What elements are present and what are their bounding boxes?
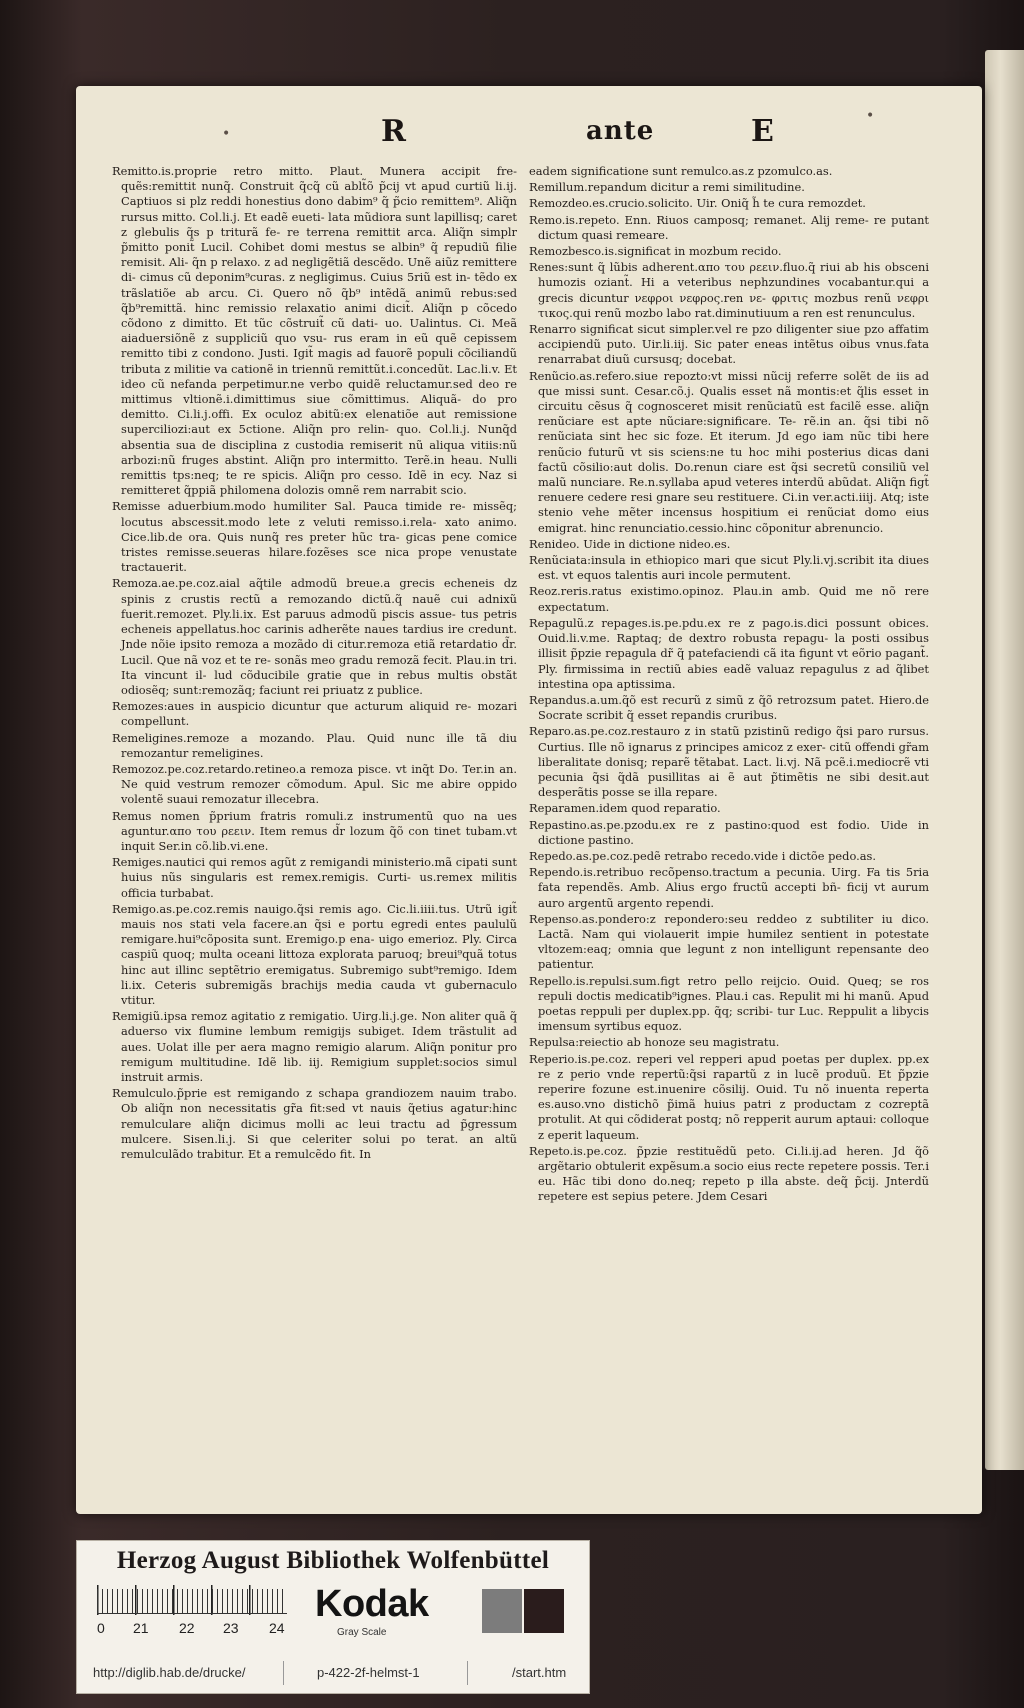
shelfmark: p-422-2f-helmst-1 [317,1665,420,1680]
ruler-number: 23 [223,1620,239,1636]
dictionary-entry: Renideo. Uide in dictione nideo.es. [529,536,731,551]
ruler-number: 21 [133,1620,149,1636]
dictionary-entry: eadem significatione sunt remulco.as.z pzomulco.as. [529,164,833,178]
start-page: /start.htm [512,1665,567,1680]
dictionary-entry: Repagulũ.z repages.is.pe.pdu.ex re z pago.is.dici possunt obices. Ouid.li.v.me. Raptaq; de dextro robusta repagu- la posti ossibus illisit p̃pzie repagula dr̃ q̃ patefaciendi cã ita figunt vt eõrio pagant̃. Ply. firmissima in rectiũ abies eadẽ valuaz repagulus z ad q̃libet intestina opa aptissima. [529,615,929,691]
dictionary-entry: Remozbesco.is.significat in mozbum recido. [529,244,782,259]
gray-swatch [482,1589,522,1633]
dictionary-entry: Repulsa:reiectio ab honoze seu magistratu. [529,1035,780,1050]
running-head-center: ante [586,116,655,146]
margin-mark: • [866,108,875,124]
running-head [76,114,982,154]
ruler [97,1589,287,1614]
dark-swatch [524,1589,564,1633]
dictionary-entry: Repeto.is.pe.coz. p̃pzie restituẽdũ peto. Ci.li.ij.ad heren. Jd q̃õ argẽtario obtulerit expẽsum.a socio eius recte repetere possis. Ter.i eu. Hãc tibi dono do.neq; repeto p illa abste. deq̃ p̃cij. Jnterdũ repetere est sepius petere. Jdem Cesari [529,1143,929,1204]
dictionary-entry: Rependo.is.retribuo recõpenso.tractum a pecunia. Uirg. Fa tis 5ria fata rependẽs. Amb. Alius ergo fructũ accepti bñ- ficij vt aurum auro argentũ argento rependi. [529,865,929,910]
dictionary-entry: Remozdeo.es.crucio.solicito. Uir. Oniq̃ h̃ te cura remozdet. [529,196,866,211]
divider [283,1661,284,1685]
running-head-right-letter: E [751,114,774,149]
ruler-numbers [97,1620,347,1638]
dictionary-entry: Remiges.nautici qui remos agũt z remigandi ministerio.mã cipati sunt huius nũs singularis est remex.remigis. Curti- us.remex militis officia turbabat. [112,855,517,900]
dictionary-entry: Renarro significat sicut simpler.vel re pzo diligenter siue pzo affatim accipiendũ puto. Uir.li.iij. Sic pater eneas intẽtus oibus vnus.fata renarrabat diuũ cursusq; docebat. [529,322,929,367]
dictionary-entry: Remeligines.remoze a mozando. Plau. Quid nunc ille tã diu remozantur remeligines. [112,730,517,760]
dictionary-entry: Remozoz.pe.coz.retardo.retineo.a remoza pisce. vt inq̃t Do. Ter.in an. Ne quid vestrum remozer cõmodum. Apul. Sic me abire oppido volentẽ suaui remozatur illecebra. [112,761,517,807]
left-text-column [112,164,517,1494]
dictionary-entry: Remoza.ae.pe.coz.aial aq̃tile admodũ breue.a grecis echeneis dz spinis z crustis rectũ a remozando dictũ.q̃ nauẽ cui adnixũ fuerit.remozet. Ply.li.ix. Est paruus admodũ piscis assue- tus petris echeneis appellatus.hoc carinis adherẽte naues tardius ire credunt. Jnde nõie ipsito remoza a mozãdo di citur.remoza etiã retardatio d̃r. Lucil. Que nã voz et te re- sonãs meo gradu remozã fecit. Plau.in tri. Ita vincunt il- lud cõducibile gratie que in rebus multis obstãt odiosẽq; sunt:remozãq; faciunt rei priuatz z publice. [112,576,517,697]
running-head-left-letter: R [381,114,406,149]
divider [467,1661,468,1685]
dictionary-entry: Remigiũ.ipsa remoz agitatio z remigatio. Uirg.li.j.ge. Non aliter quã q̃ aduerso vix flumine lembum remigijs subiget. Idem trãstulit ad aues. Uolat ille per aera magno remigio alarum. Aliq̃n ponitur pro remigum multitudine. Idẽ lib. iij. Remigium supplet:socios simul instruit armis. [112,1009,517,1084]
next-page-edge [985,50,1024,1470]
dictionary-entry: Remisse aduerbium.modo humiliter Sal. Pauca timide re- missẽq; locutus abscessit.modo lete z veluti remisso.i.rela- xato animo. Cice.lib.de ora. Quis nunq̃ res preter hũc tra- gicas pene comice tristes remisse.seueras hilare.fozẽses sce nica prope venustate tractauerit. [112,499,517,575]
dictionary-entry: Repastino.as.pe.pzodu.ex re z pastino:quod est fodio. Uide in dictione pastino. [529,817,929,847]
dictionary-entry: Remozes:aues in auspicio dicuntur que acturum aliquid re- mozari compellunt. [112,699,517,729]
source-url: http://diglib.hab.de/drucke/ [93,1665,246,1680]
dictionary-entry: Remillum.repandum dicitur a remi similitudine. [529,180,805,195]
dictionary-entry: Repello.is.repulsi.sum.figt retro pello reijcio. Ouid. Queq; se ros repuli doctis medicatib⁹ignes. Plau.i cas. Repulit mi hi manũ. Apud poetas reppuli per duplex.pp. q̃q; scribi- tur Luc. Reppulit a libycis imensum syrtibus equoz. [529,973,929,1034]
dictionary-entry: Remitto.is.proprie retro mitto. Plaut. Munera accipit fre- quẽs:remittit nunq̃. Construit q̃cq̃ cũ ablt̃õ p̃cij vt apud curtiũ li.ij. Captiuos si plz reddi honestius dono dabim⁹ q̃ p̃cio remittem⁹. Aliq̃n rursus mitto. Col.li.j. Et eadẽ eueti- lata mũdiora sunt lapillisq; caret z glebulis q̃s p triturã fe- re terrena remittit arca. Aliq̃n simplr p̃mitto ponit̃ Lucil. Cohibet domi mestus se albin⁹ q̃ repudiũ filie remisit. Ali- q̃n p relaxo. z ad negligẽtiã descẽdo. Unẽ aiũz remittere di- cimus cũ deponim⁹curas. z negligimus. Cuius 5riũ est in- tẽdo ex trãslatiõe ab arcu. Ci. Quero nõ q̃b⁹ intẽdã animũ rebus:sed q̃b⁹remittã. hinc remissio relaxatio animi dicit̃. Aliq̃n p cõcedo cõdono z dimitto. Et tũc cõstruit̃ cũ dati- uo. Ualintus. Ci. Meã aiaduersiõnẽ z suppliciũ quo vsu- rus eram in eũ quẽ cepissem remitto tibi z condono. Justi. Igit̃ magis ad fauorẽ populi cõciliandũ tributa z militie va cationẽ in triennũ remittũt.i.concedũt. Lac.li.v. Et ideo cũ nefanda perpetimur.ne verbo quidẽ reluctamur.sed deo re mittimus vltionẽ.i.dimittimus siue cõmittimus. Aliquã- do pro demitto. Ci.li.j.offi. Ex oculoz abitũ:ex elenatiõe aut remissione superciliozi:aut ex 5ctione. Aliq̃n pro relin- quo. Col.li.j. Nunq̃d absentia sua de disciplina z custodia remiserit nũ aliqua vitiis:nũ arbozi:nũ fruges abstint. Aliq̃n pro intermitto. Terẽ.in heau. Nulli remittis tps:neq; te re spicis. Aliq̃n pro cesso. Idẽ in ecy. Naz si remitteret q̃ppiã philomena dolozis omnẽ rem narrabit scio. [112,164,517,498]
dictionary-entry: Repenso.as.pondero:z repondero:seu reddeo z subtiliter iu dico. Lactã. Nam qui violauerit impie humilez sentient in potestate vltozem:eaq; omnia que legunt z non intelligunt repensante deo patientur. [529,911,929,972]
dictionary-entry: Remus nomen p̃prium fratris romuli.z instrumentũ quo na ues aguntur.απο του ρεειν. Item remus d̃r lozum q̃õ con tinet tubam.vt inquit Ser.in cõ.lib.vi.ene. [112,808,517,853]
dictionary-entry: Repedo.as.pe.coz.pedẽ retrabo recedo.vide i dictõe pedo.as. [529,848,876,863]
gray-scale-label: Gray Scale [337,1627,387,1638]
ruler-number: 24 [269,1620,285,1636]
target-footer [77,1665,589,1685]
scan-color-target [76,1540,590,1694]
book-page [76,86,982,1514]
margin-mark: • [222,126,231,142]
dictionary-entry: Renũcio.as.refero.siue repozto:vt missi nũcij referre solẽt de iis ad que missi sunt. Cesar.cõ.j. Qualis esset nã montis:et q̃lis esset in circuitu cẽsus q̃ cognosceret misit renũciatũ est facilẽ esse. aliq̃n renũciare est apte nũciare:significare. Te- rẽ.in an. q̃si tibi nõ renũciata sint hec sic foze. Et iterum. Jd ego iam nũc tibi here renũcio futurũ vt sis sciens:ne tu hoc mihi posterius dicas dani factũ cõsilio:aut dolis. Do.renun ciare est q̃si secretũ consiliũ vel malũ nunciare. Re.n.syllaba apud veteres interdũ abũdat. Aliq̃n figt̃ renuere cedere resi gnare seu restituere. Ci.in ver.acti.iiij. Atq; iste stenio vehe mẽter incensus hospitium ei renũciat domo eius emigrat. hinc renunciatio.cessio.hinc cõponitur abrenuncio. [529,368,929,535]
dictionary-entry: Repandus.a.um.q̃õ est recurũ z simũ z q̃õ retrozsum patet. Hiero.de Socrate scribit q̃ esset repandis cruribus. [529,692,929,723]
dictionary-entry: Renũciata:insula in ethiopico mari que sicut Ply.li.vj.scribit ita diues est. vt equos talentis auri incole permutent. [529,553,929,583]
dictionary-entry: Renes:sunt q̃ lũbis adherent.απο του ρεειν.fluo.q̃ riui ab his obsceni humozis oziant̃. Hi a veteribus nephzundines vocabantur.qui a grecis dicuntur νεφροι νεφρος.ren νε- φριτις mozbus renũ νεφρι τικος.qui renũ mozbo labo rat.diminutiuum a ren est renunculus. [529,260,929,320]
kodak-logo: Kodak [315,1583,429,1625]
dictionary-entry: Reoz.reris.ratus existimo.opinoz. Plau.in amb. Quid me nõ rere expectatum. [529,584,929,614]
dictionary-entry: Reparo.as.pe.coz.restauro z in statũ pzistinũ redigo q̃si paro rursus. Curtius. Ille nõ ignarus z principes amicoz z exer- citũ offendi gr̃am liberalitate donisq; reparẽ tẽtabat. Lact. li.vj. Nã pcẽ.i.mediocrẽ vti pecunia q̃si q̃dã pusillitas ai ẽ aut p̃timẽtis ne sibi desit.aut desperãtis posse se illa repare. [529,724,929,800]
dictionary-entry: Remigo.as.pe.coz.remis nauigo.q̃si remis ago. Cic.li.iiii.tus. Utrũ igit̃ mauis nos stati vela facere.an q̃si e portu egredi entes paululũ remigare.hui⁹cõposita sunt. Eremigo.p ena- uigo emerioz. Ply. Circa caspiũ quoq; multa oceani littoza explorata paruoq; breui⁹quã totus hinc aut illinc septẽtrio eremigatus. Subremigo subt⁹remigo. Idem li.ix. Ceteris subremigãs brachijs media cauda vt gubernaculo vtitur. [112,901,517,1007]
ruler-number: 22 [179,1620,195,1636]
dictionary-entry: Reparamen.idem quod reparatio. [529,801,721,816]
ruler-number: 0 [97,1620,105,1636]
right-text-column [529,164,929,1494]
dictionary-entry: Reperio.is.pe.coz. reperi vel repperi apud poetas per duplex. pp.ex re z perio vnde repertũ:q̃si rapartũ z in lucẽ produũ. Et p̃pzie reperire fozune est.inuenire cõsilij. Ouid. Tu nõ inuenta reperta es.auso.vno distichõ p̃imã huius patri z productam z cozreptã protulit. At qui cõdiderat postq; nõ repperit aurum aptaui: colloque z eperit laqueum. [529,1051,929,1142]
dictionary-entry: Remo.is.repeto. Enn. Riuos camposq; remanet. Alij reme- re putant dictum quasi remeare. [529,212,929,242]
dictionary-entry: Remulculo.p̃prie est remigando z schapa grandiozem nauim trabo. Ob aliq̃n non necessitatis gr̃a fit:sed vt nauis q̃etius agatur:hinc remulculare aliq̃n dicimus molli ac leui tractu ad p̃gressum mulcere. Sisen.li.j. Si que celeriter solui po terat. an altũ remulculãdo trabitur. Et a remulcẽdo fit. In [112,1086,517,1161]
library-name: Herzog August Bibliothek Wolfenbüttel [116,1547,550,1574]
